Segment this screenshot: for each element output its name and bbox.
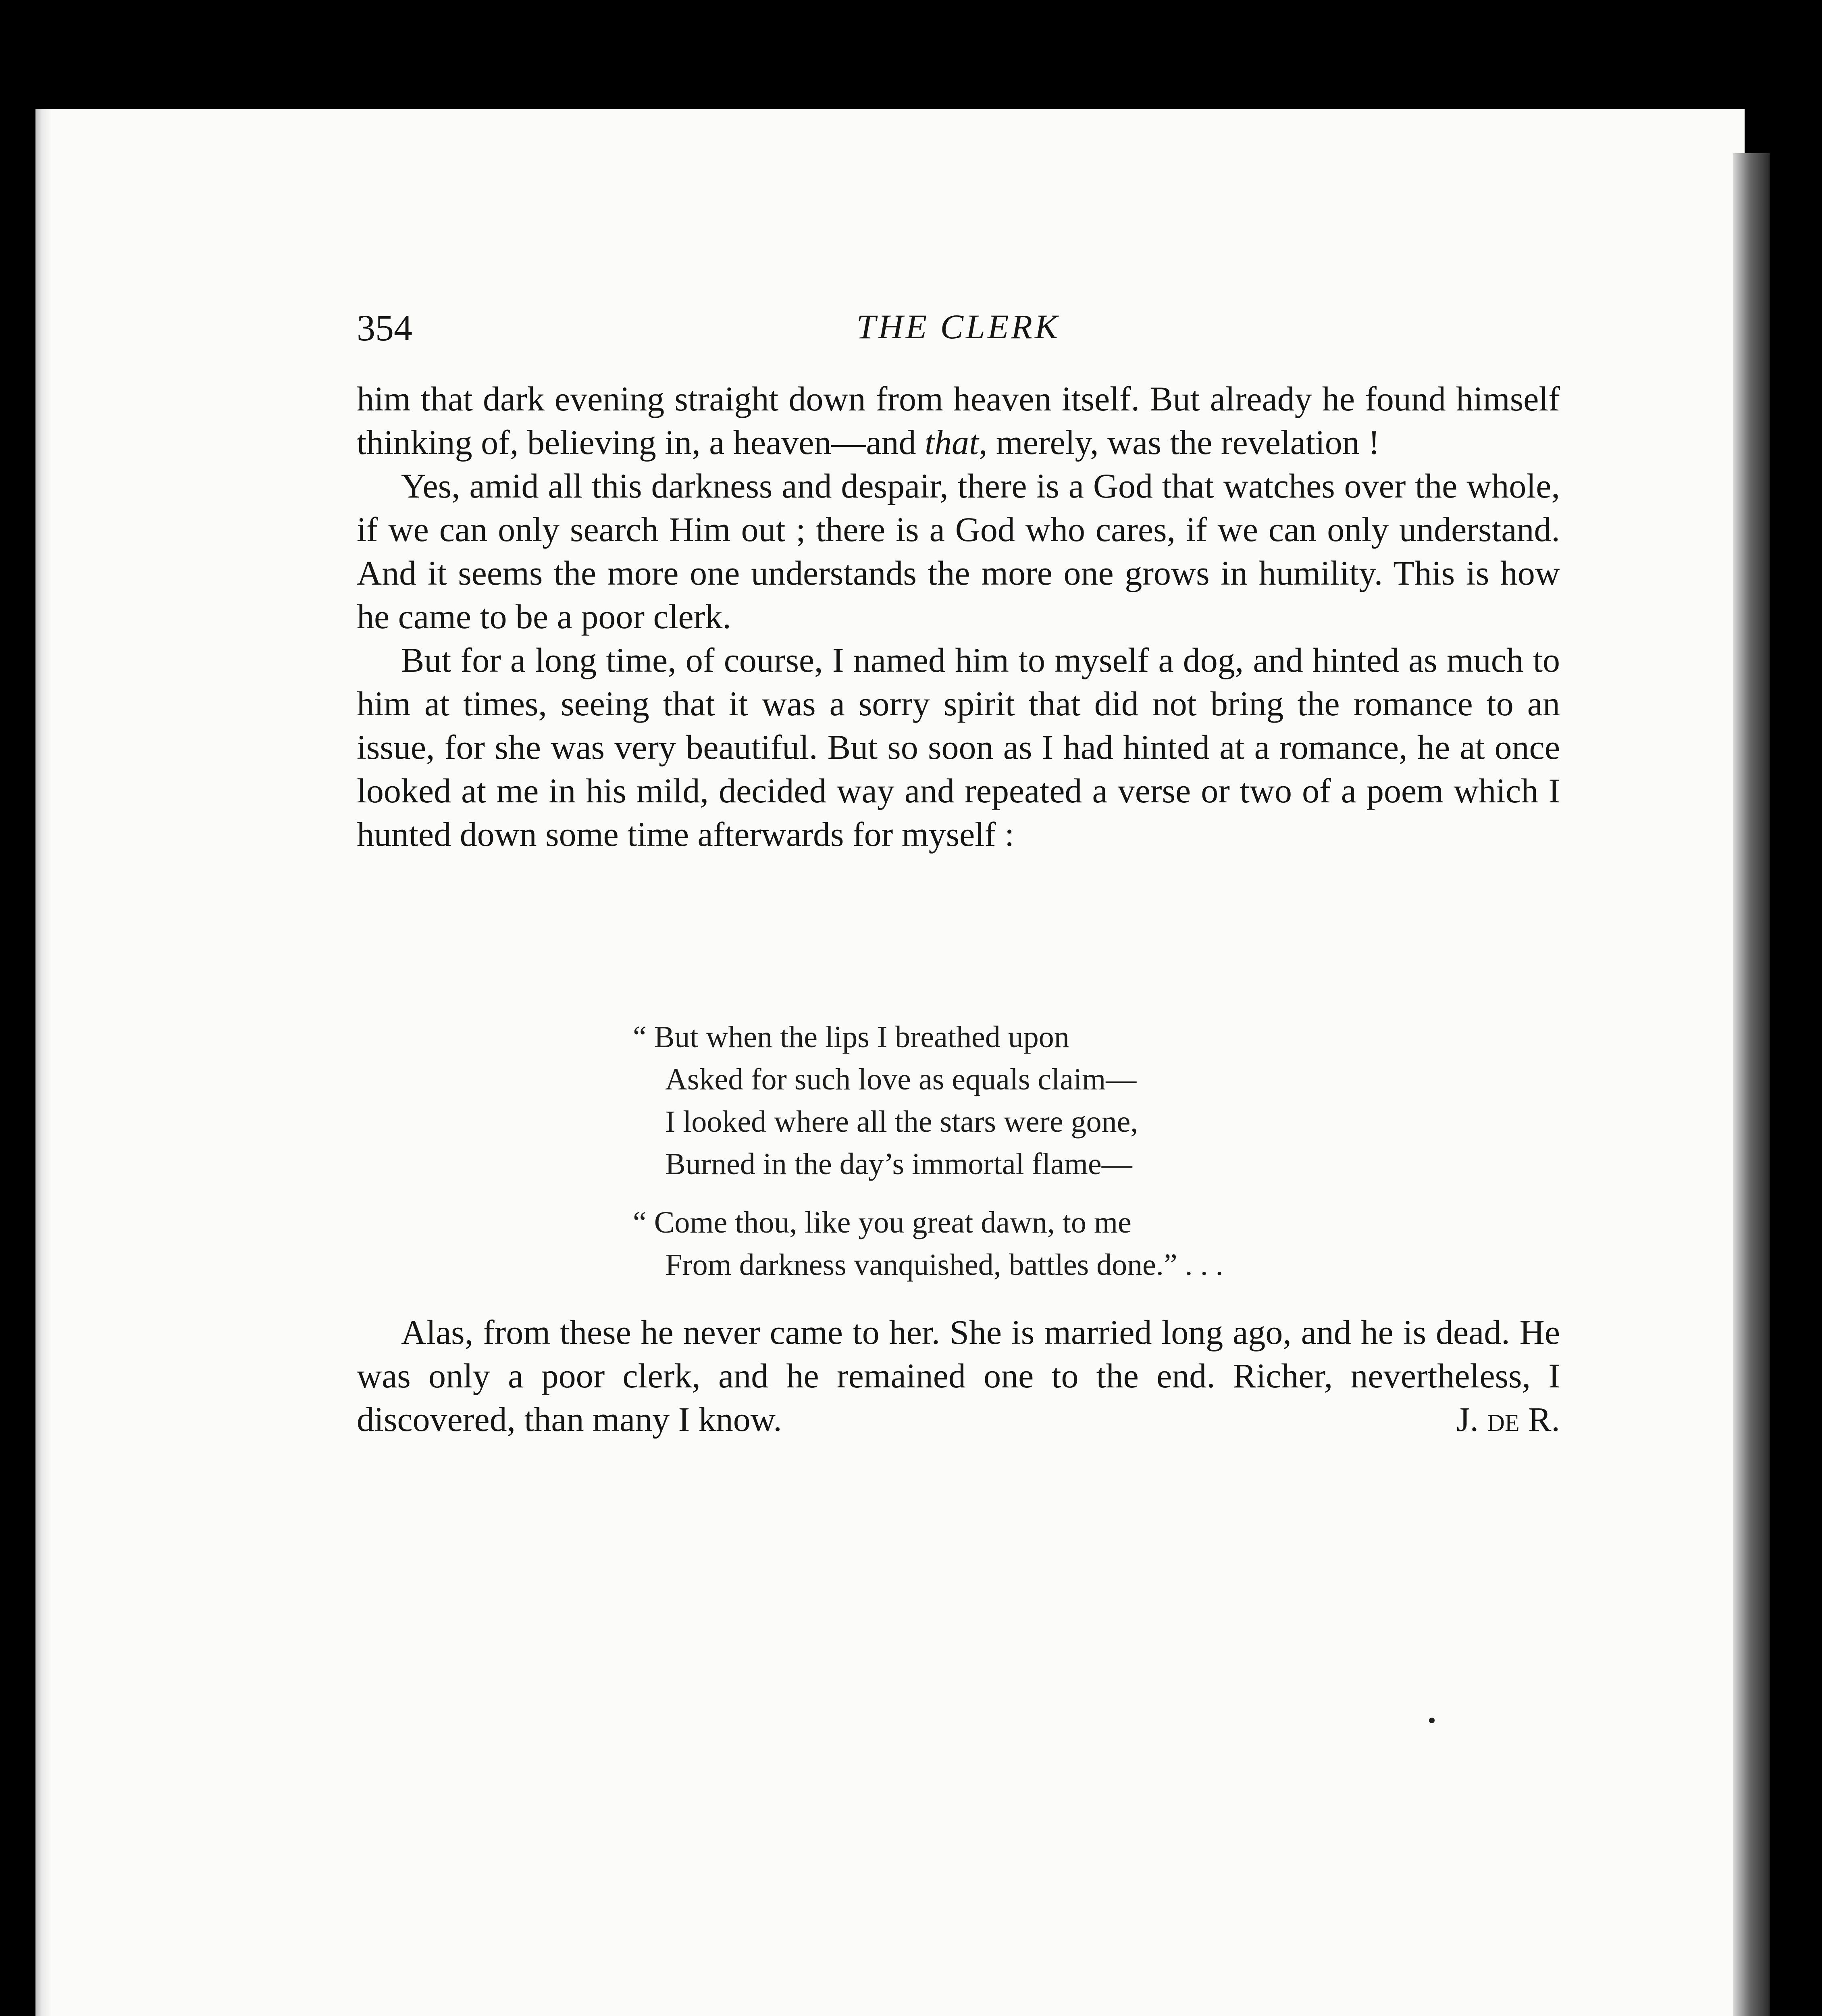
paragraph: [357, 1310, 1560, 1441]
poem-stanza: [633, 1016, 1479, 1185]
poem-stanza: [633, 1202, 1479, 1286]
poem-quotation: [633, 1016, 1479, 1302]
poem-line: I looked where all the stars were gone,: [665, 1105, 1138, 1139]
print-speck: [1429, 1718, 1435, 1723]
paragraph-text-end: , merely, was the revelation !: [978, 423, 1380, 462]
paragraph-text: him that dark evening straight down from heaven itself. But already he found himself thinking of, believing in, a heaven—and: [357, 379, 1560, 462]
poem-line: “ Come thou, like you great dawn, to me: [633, 1206, 1131, 1239]
page-gutter-edge: [35, 109, 52, 2016]
poem-line: “ But when the lips I breathed upon: [633, 1020, 1069, 1054]
page-number: 354: [357, 307, 412, 348]
poem-line: From darkness vanquished, battles done.” . . .: [665, 1248, 1223, 1282]
poem-line: Asked for such love as equals claim—: [665, 1062, 1137, 1096]
paragraph: Yes, amid all this darkness and despair, there is a God that watches over the whole, if we can only search Him out ; there is a God who cares, if we can only understand. And it seems the more one understands the more one grows in humility. This is how he came to be a poor clerk.: [357, 467, 1560, 636]
italic-emphasis: that: [925, 423, 979, 462]
closing-paragraph: [357, 1310, 1560, 1441]
author-signature: J. de R.: [1456, 1400, 1560, 1439]
poem-line: Burned in the day’s immortal flame—: [665, 1147, 1132, 1181]
body-text: [357, 377, 1560, 856]
closing-text: Alas, from these he never came to her. She is married long ago, and he is dead. He was only a poor clerk, and he remained one to the end. Richer, nevertheless, I discovered, than many I know.: [357, 1313, 1560, 1439]
page-header: [357, 306, 1560, 359]
paragraph-continued: [357, 377, 1560, 464]
running-title: THE CLERK: [856, 307, 1061, 346]
page-right-edge: [1733, 153, 1770, 2016]
paragraph: But for a long time, of course, I named him to myself a dog, and hinted as much to him at times, seeing that it was a sorry spirit that did not bring the romance to an issue, for she was very beautiful. But so soon as I had hinted at a romance, he at once looked at me in his mild, decided way and repeated a verse or two of a poem which I hunted down some time afterwards for myself :: [357, 641, 1560, 854]
